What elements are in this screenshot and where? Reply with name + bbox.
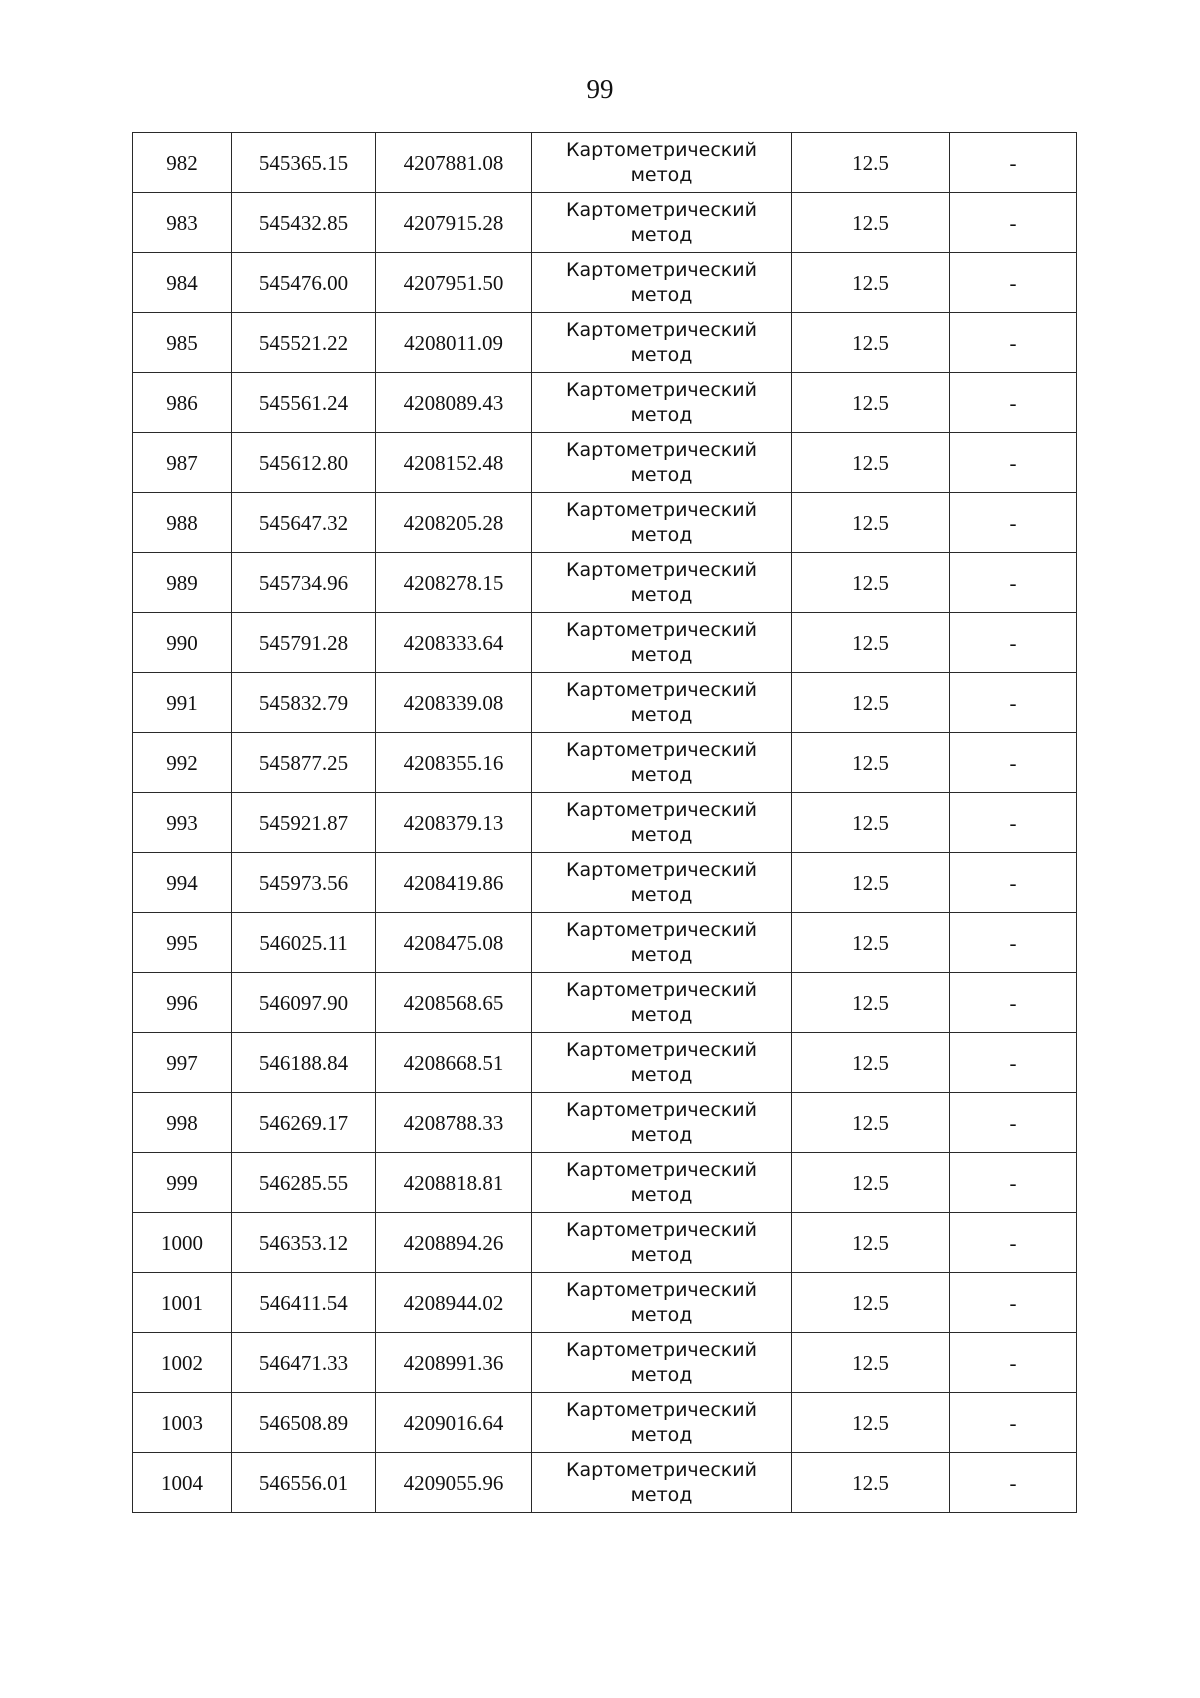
method-label-line-1: Картометрический <box>566 1458 757 1481</box>
point-number-cell: 993 <box>133 793 232 853</box>
method-cell <box>532 1033 792 1093</box>
point-number-cell: 1000 <box>133 1213 232 1273</box>
method-label-line-2: метод <box>630 1183 693 1206</box>
method-label-line-2: метод <box>630 403 693 426</box>
accuracy-cell: 12.5 <box>792 1213 950 1273</box>
note-cell: - <box>950 733 1077 793</box>
point-number-cell: 984 <box>133 253 232 313</box>
y-coordinate-cell: 4208205.28 <box>376 493 532 553</box>
accuracy-cell: 12.5 <box>792 253 950 313</box>
note-cell: - <box>950 493 1077 553</box>
page-number: 99 <box>586 74 614 104</box>
accuracy-cell: 12.5 <box>792 913 950 973</box>
note-cell: - <box>950 1273 1077 1333</box>
x-coordinate-cell: 546188.84 <box>232 1033 376 1093</box>
coordinates-table-body <box>133 133 1077 1513</box>
point-number-cell: 998 <box>133 1093 232 1153</box>
point-number-cell: 999 <box>133 1153 232 1213</box>
accuracy-cell: 12.5 <box>792 553 950 613</box>
accuracy-cell: 12.5 <box>792 1273 950 1333</box>
method-cell <box>532 793 792 853</box>
method-cell <box>532 853 792 913</box>
method-cell <box>532 673 792 733</box>
note-cell: - <box>950 1453 1077 1513</box>
method-cell <box>532 313 792 373</box>
table-row <box>133 733 1077 793</box>
table-row <box>133 853 1077 913</box>
accuracy-cell: 12.5 <box>792 973 950 1033</box>
accuracy-cell: 12.5 <box>792 733 950 793</box>
method-label-line-1: Картометрический <box>566 318 757 341</box>
method-cell <box>532 1453 792 1513</box>
method-label-line-2: метод <box>630 823 693 846</box>
x-coordinate-cell: 546025.11 <box>232 913 376 973</box>
x-coordinate-cell: 545476.00 <box>232 253 376 313</box>
point-number-cell: 988 <box>133 493 232 553</box>
x-coordinate-cell: 546471.33 <box>232 1333 376 1393</box>
accuracy-cell: 12.5 <box>792 193 950 253</box>
accuracy-cell: 12.5 <box>792 853 950 913</box>
accuracy-cell: 12.5 <box>792 1153 950 1213</box>
y-coordinate-cell: 4208011.09 <box>376 313 532 373</box>
method-label-line-1: Картометрический <box>566 1158 757 1181</box>
y-coordinate-cell: 4207951.50 <box>376 253 532 313</box>
method-label-line-1: Картометрический <box>566 558 757 581</box>
method-label-line-1: Картометрический <box>566 438 757 461</box>
table-row <box>133 1033 1077 1093</box>
method-cell <box>532 1153 792 1213</box>
y-coordinate-cell: 4208944.02 <box>376 1273 532 1333</box>
table-row <box>133 673 1077 733</box>
x-coordinate-cell: 546556.01 <box>232 1453 376 1513</box>
note-cell: - <box>950 1393 1077 1453</box>
table-row <box>133 373 1077 433</box>
x-coordinate-cell: 545521.22 <box>232 313 376 373</box>
y-coordinate-cell: 4208788.33 <box>376 1093 532 1153</box>
x-coordinate-cell: 546508.89 <box>232 1393 376 1453</box>
x-coordinate-cell: 545432.85 <box>232 193 376 253</box>
x-coordinate-cell: 545973.56 <box>232 853 376 913</box>
table-row <box>133 193 1077 253</box>
accuracy-cell: 12.5 <box>792 1393 950 1453</box>
method-label-line-1: Картометрический <box>566 738 757 761</box>
y-coordinate-cell: 4207881.08 <box>376 133 532 193</box>
method-label-line-2: метод <box>630 1003 693 1026</box>
table-row <box>133 553 1077 613</box>
method-label-line-1: Картометрический <box>566 258 757 281</box>
method-label-line-1: Картометрический <box>566 618 757 641</box>
method-label-line-1: Картометрический <box>566 1038 757 1061</box>
note-cell: - <box>950 1093 1077 1153</box>
note-cell: - <box>950 613 1077 673</box>
table-row <box>133 1213 1077 1273</box>
y-coordinate-cell: 4208152.48 <box>376 433 532 493</box>
accuracy-cell: 12.5 <box>792 133 950 193</box>
point-number-cell: 994 <box>133 853 232 913</box>
point-number-cell: 982 <box>133 133 232 193</box>
method-label-line-2: метод <box>630 223 693 246</box>
coordinates-table <box>132 132 1077 1513</box>
table-row <box>133 1333 1077 1393</box>
x-coordinate-cell: 545832.79 <box>232 673 376 733</box>
x-coordinate-cell: 545612.80 <box>232 433 376 493</box>
method-label-line-1: Картометрический <box>566 678 757 701</box>
note-cell: - <box>950 313 1077 373</box>
point-number-cell: 990 <box>133 613 232 673</box>
x-coordinate-cell: 545734.96 <box>232 553 376 613</box>
table-row <box>133 793 1077 853</box>
method-label-line-2: метод <box>630 343 693 366</box>
y-coordinate-cell: 4208355.16 <box>376 733 532 793</box>
method-cell <box>532 1213 792 1273</box>
method-cell <box>532 613 792 673</box>
y-coordinate-cell: 4209016.64 <box>376 1393 532 1453</box>
method-cell <box>532 1273 792 1333</box>
method-label-line-2: метод <box>630 943 693 966</box>
x-coordinate-cell: 545365.15 <box>232 133 376 193</box>
table-row <box>133 1093 1077 1153</box>
method-label-line-2: метод <box>630 1423 693 1446</box>
method-cell <box>532 373 792 433</box>
table-row <box>133 1453 1077 1513</box>
x-coordinate-cell: 545921.87 <box>232 793 376 853</box>
method-label-line-2: метод <box>630 163 693 186</box>
x-coordinate-cell: 546411.54 <box>232 1273 376 1333</box>
note-cell: - <box>950 1333 1077 1393</box>
note-cell: - <box>950 373 1077 433</box>
note-cell: - <box>950 1033 1077 1093</box>
method-cell <box>532 1333 792 1393</box>
point-number-cell: 1003 <box>133 1393 232 1453</box>
point-number-cell: 992 <box>133 733 232 793</box>
method-label-line-2: метод <box>630 703 693 726</box>
table-row <box>133 313 1077 373</box>
note-cell: - <box>950 253 1077 313</box>
method-label-line-2: метод <box>630 1303 693 1326</box>
accuracy-cell: 12.5 <box>792 1033 950 1093</box>
method-cell <box>532 1093 792 1153</box>
point-number-cell: 1001 <box>133 1273 232 1333</box>
method-label-line-2: метод <box>630 283 693 306</box>
y-coordinate-cell: 4208278.15 <box>376 553 532 613</box>
point-number-cell: 991 <box>133 673 232 733</box>
table-row <box>133 1393 1077 1453</box>
y-coordinate-cell: 4208089.43 <box>376 373 532 433</box>
y-coordinate-cell: 4208333.64 <box>376 613 532 673</box>
method-label-line-1: Картометрический <box>566 1338 757 1361</box>
method-label-line-2: метод <box>630 1243 693 1266</box>
method-cell <box>532 133 792 193</box>
method-label-line-2: метод <box>630 523 693 546</box>
y-coordinate-cell: 4208475.08 <box>376 913 532 973</box>
method-cell <box>532 973 792 1033</box>
point-number-cell: 987 <box>133 433 232 493</box>
y-coordinate-cell: 4207915.28 <box>376 193 532 253</box>
point-number-cell: 1002 <box>133 1333 232 1393</box>
method-label-line-2: метод <box>630 883 693 906</box>
method-label-line-1: Картометрический <box>566 138 757 161</box>
table-row <box>133 1153 1077 1213</box>
y-coordinate-cell: 4208991.36 <box>376 1333 532 1393</box>
accuracy-cell: 12.5 <box>792 793 950 853</box>
note-cell: - <box>950 793 1077 853</box>
method-cell <box>532 433 792 493</box>
method-label-line-1: Картометрический <box>566 798 757 821</box>
method-label-line-2: метод <box>630 1063 693 1086</box>
note-cell: - <box>950 553 1077 613</box>
note-cell: - <box>950 133 1077 193</box>
note-cell: - <box>950 1213 1077 1273</box>
table-row <box>133 613 1077 673</box>
x-coordinate-cell: 546269.17 <box>232 1093 376 1153</box>
method-label-line-1: Картометрический <box>566 858 757 881</box>
accuracy-cell: 12.5 <box>792 613 950 673</box>
y-coordinate-cell: 4208568.65 <box>376 973 532 1033</box>
method-cell <box>532 913 792 973</box>
point-number-cell: 997 <box>133 1033 232 1093</box>
method-label-line-1: Картометрический <box>566 498 757 521</box>
accuracy-cell: 12.5 <box>792 433 950 493</box>
note-cell: - <box>950 913 1077 973</box>
method-label-line-1: Картометрический <box>566 1218 757 1241</box>
x-coordinate-cell: 546285.55 <box>232 1153 376 1213</box>
accuracy-cell: 12.5 <box>792 1093 950 1153</box>
point-number-cell: 989 <box>133 553 232 613</box>
method-cell <box>532 553 792 613</box>
note-cell: - <box>950 1153 1077 1213</box>
method-label-line-2: метод <box>630 1123 693 1146</box>
note-cell: - <box>950 193 1077 253</box>
x-coordinate-cell: 545791.28 <box>232 613 376 673</box>
accuracy-cell: 12.5 <box>792 313 950 373</box>
method-cell <box>532 1393 792 1453</box>
y-coordinate-cell: 4208668.51 <box>376 1033 532 1093</box>
accuracy-cell: 12.5 <box>792 1453 950 1513</box>
note-cell: - <box>950 853 1077 913</box>
method-label-line-1: Картометрический <box>566 378 757 401</box>
method-cell <box>532 193 792 253</box>
accuracy-cell: 12.5 <box>792 373 950 433</box>
x-coordinate-cell: 545561.24 <box>232 373 376 433</box>
method-cell <box>532 733 792 793</box>
y-coordinate-cell: 4209055.96 <box>376 1453 532 1513</box>
note-cell: - <box>950 433 1077 493</box>
method-label-line-1: Картометрический <box>566 1278 757 1301</box>
point-number-cell: 985 <box>133 313 232 373</box>
x-coordinate-cell: 546097.90 <box>232 973 376 1033</box>
point-number-cell: 995 <box>133 913 232 973</box>
point-number-cell: 983 <box>133 193 232 253</box>
method-cell <box>532 493 792 553</box>
y-coordinate-cell: 4208379.13 <box>376 793 532 853</box>
accuracy-cell: 12.5 <box>792 493 950 553</box>
table-row <box>133 913 1077 973</box>
note-cell: - <box>950 673 1077 733</box>
method-label-line-2: метод <box>630 1363 693 1386</box>
method-label-line-1: Картометрический <box>566 198 757 221</box>
y-coordinate-cell: 4208818.81 <box>376 1153 532 1213</box>
y-coordinate-cell: 4208339.08 <box>376 673 532 733</box>
method-label-line-2: метод <box>630 463 693 486</box>
method-label-line-1: Картометрический <box>566 1398 757 1421</box>
method-label-line-2: метод <box>630 643 693 666</box>
y-coordinate-cell: 4208419.86 <box>376 853 532 913</box>
method-label-line-2: метод <box>630 1483 693 1506</box>
point-number-cell: 996 <box>133 973 232 1033</box>
method-label-line-1: Картометрический <box>566 978 757 1001</box>
y-coordinate-cell: 4208894.26 <box>376 1213 532 1273</box>
table-row <box>133 973 1077 1033</box>
table-row <box>133 433 1077 493</box>
table-row <box>133 493 1077 553</box>
accuracy-cell: 12.5 <box>792 1333 950 1393</box>
point-number-cell: 1004 <box>133 1453 232 1513</box>
method-label-line-1: Картометрический <box>566 1098 757 1121</box>
point-number-cell: 986 <box>133 373 232 433</box>
table-row <box>133 253 1077 313</box>
note-cell: - <box>950 973 1077 1033</box>
method-cell <box>532 253 792 313</box>
table-row <box>133 133 1077 193</box>
method-label-line-2: метод <box>630 763 693 786</box>
x-coordinate-cell: 546353.12 <box>232 1213 376 1273</box>
accuracy-cell: 12.5 <box>792 673 950 733</box>
table-row <box>133 1273 1077 1333</box>
x-coordinate-cell: 545647.32 <box>232 493 376 553</box>
method-label-line-2: метод <box>630 583 693 606</box>
x-coordinate-cell: 545877.25 <box>232 733 376 793</box>
method-label-line-1: Картометрический <box>566 918 757 941</box>
